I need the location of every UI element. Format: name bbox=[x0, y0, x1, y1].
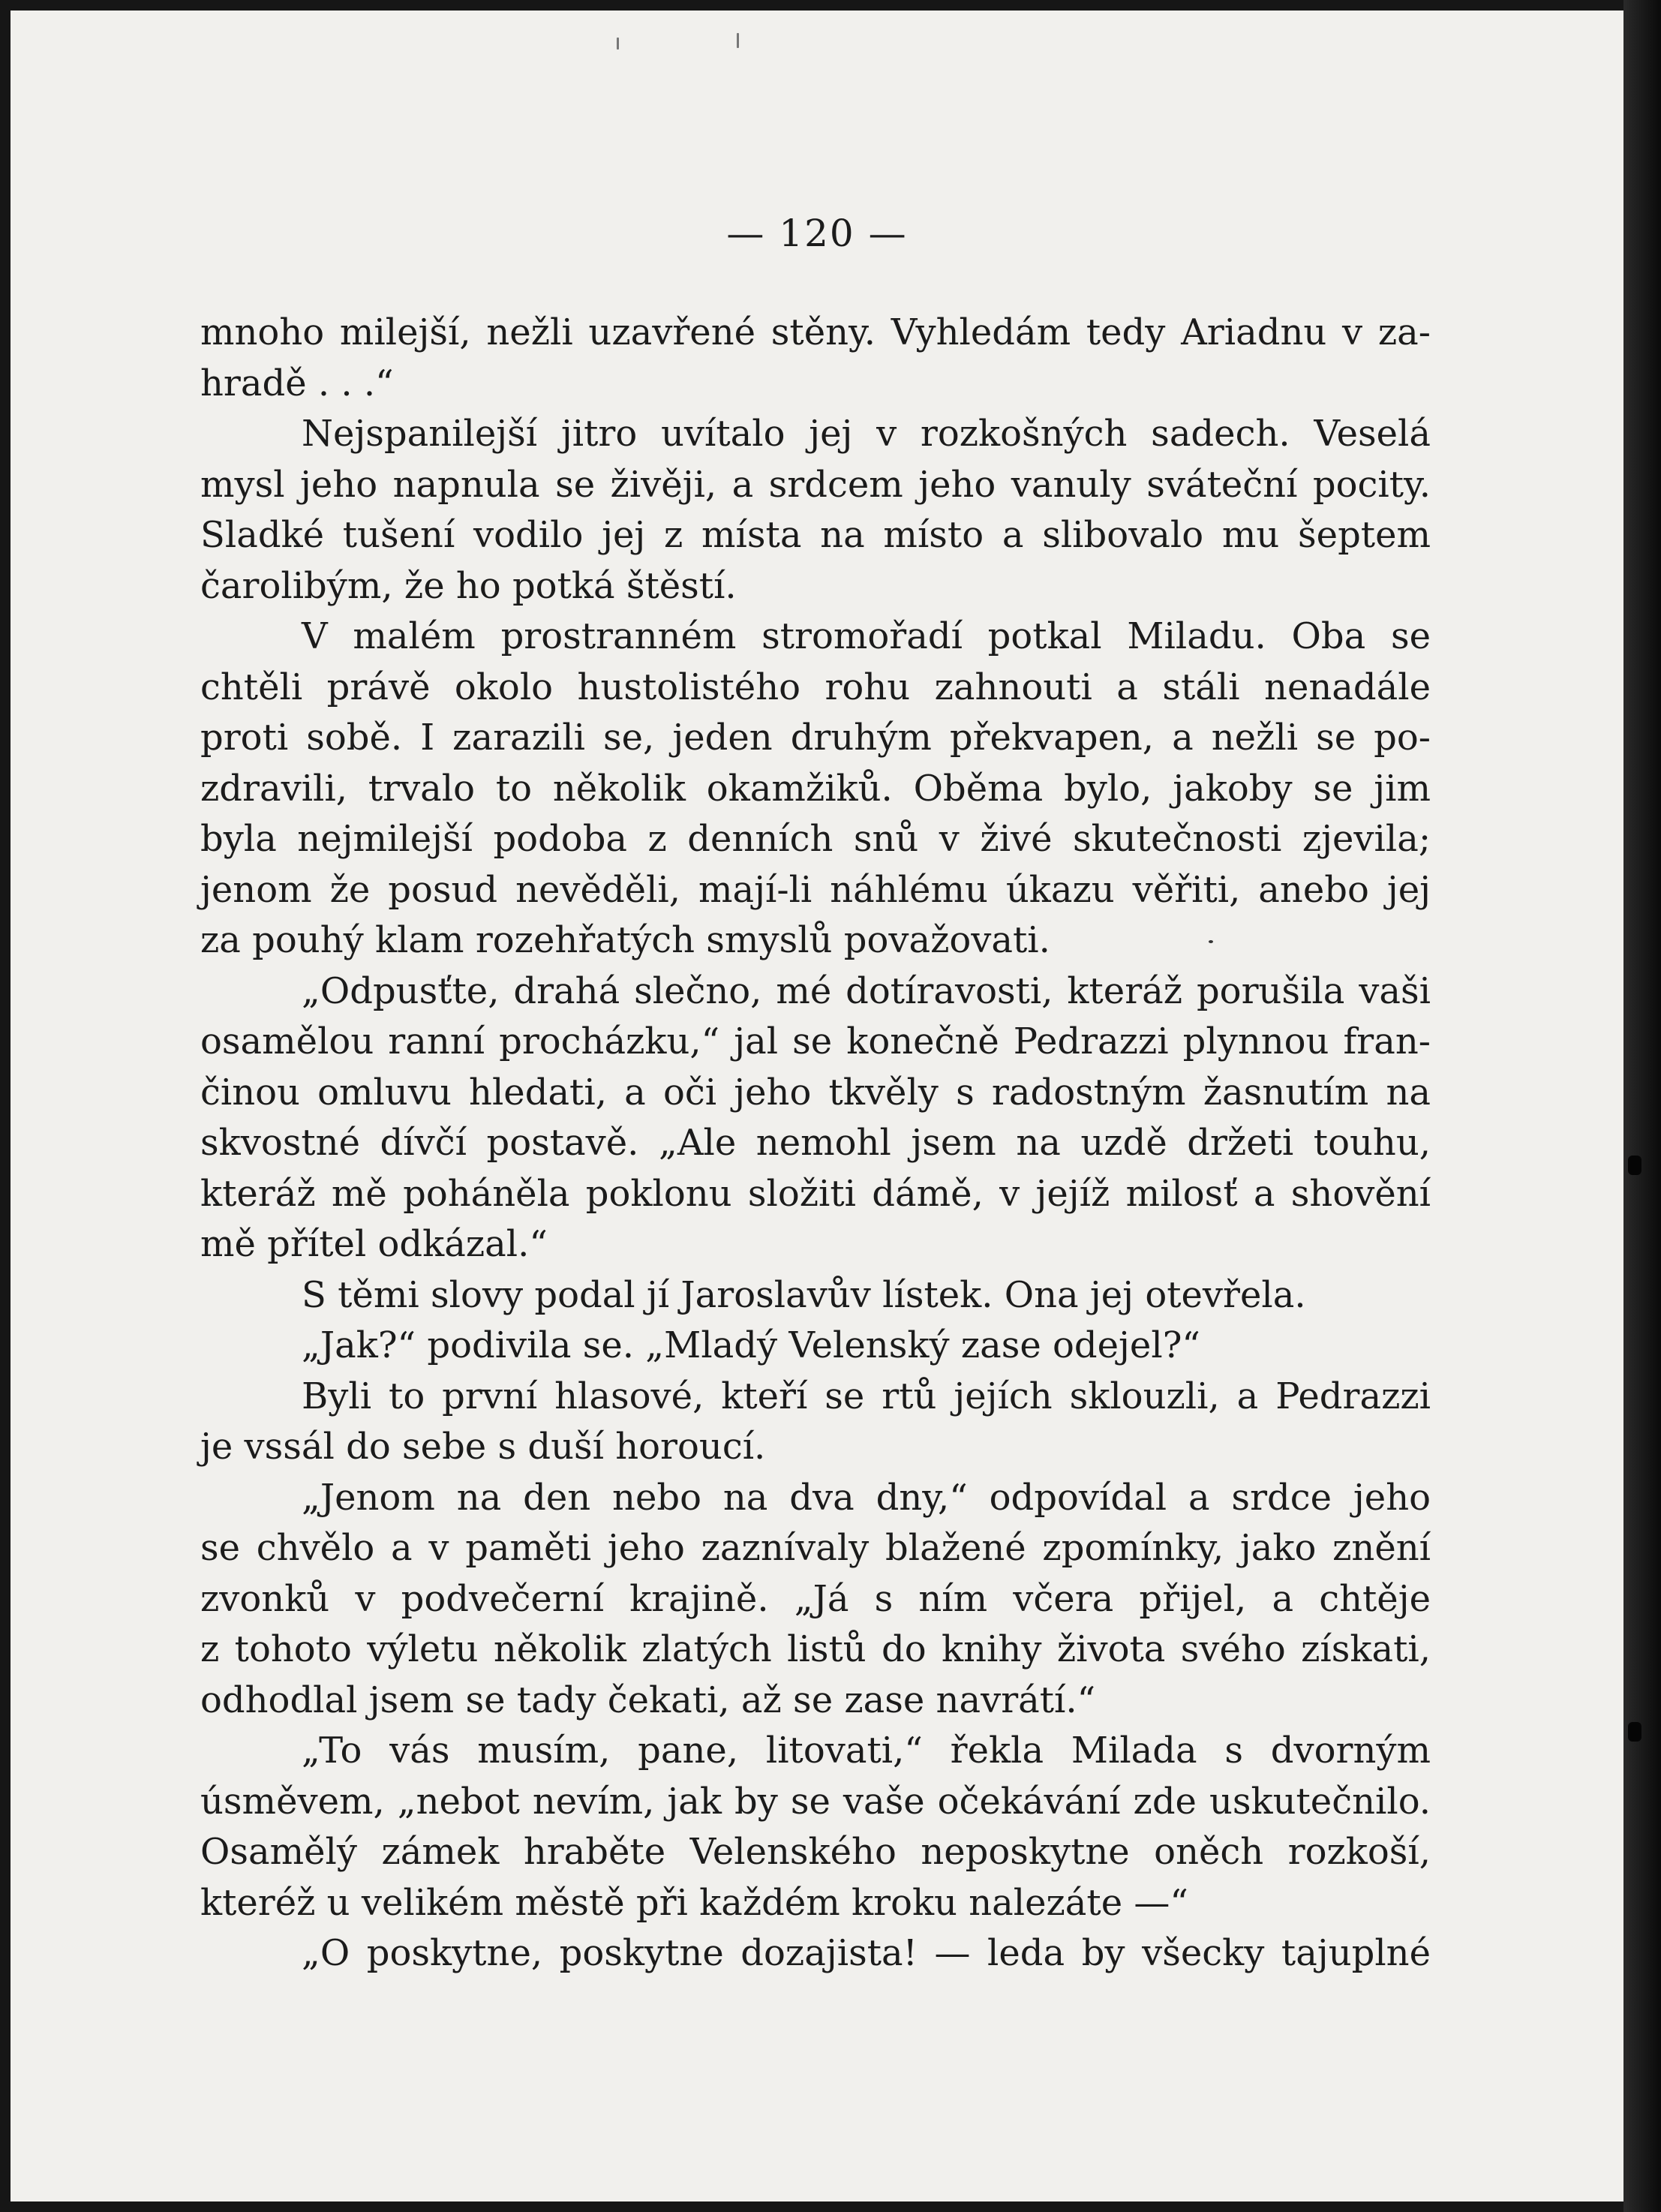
text-line: „Odpusťte, drahá slečno, mé dotíravosti, kteráž porušila vaši bbox=[302, 969, 1431, 1012]
text-line: kteréž u velikém městě při každém kroku nalezáte —“ bbox=[200, 1881, 1188, 1924]
text-line: čarolibým, že ho potká štěstí. bbox=[200, 564, 737, 607]
text-line: „O poskytne, poskytne dozajista! — leda by všecky tajuplné bbox=[302, 1932, 1431, 1974]
text-line: mysl jeho napnula se živěji, a srdcem jeho vanuly sváteční pocity. bbox=[200, 463, 1431, 506]
text-line: mnoho milejší, nežli uzavřené stěny. Vyhledám tedy Ariadnu v za- bbox=[200, 311, 1431, 353]
text-line: proti sobě. I zarazili se, jeden druhým překvapen, a nežli se po- bbox=[200, 717, 1431, 759]
page-edge bbox=[1623, 0, 1661, 2212]
text-line: „Jak?“ podivila se. „Mladý Velenský zase odejel?“ bbox=[302, 1324, 1200, 1366]
text-line: zdravili, trvalo to několik okamžiků. Oběma bylo, jakoby se jim bbox=[200, 767, 1431, 810]
text-line: hradě . . .“ bbox=[200, 362, 394, 404]
print-speck bbox=[1209, 940, 1213, 943]
page-number: — 120 — bbox=[726, 212, 908, 255]
text-line: skvostné dívčí postavě. „Ale nemohl jsem na uzdě držeti touhu, bbox=[200, 1122, 1431, 1164]
text-line: Osamělý zámek hraběte Velenského neposkytne oněch rozkoší, bbox=[200, 1831, 1431, 1873]
book-page bbox=[11, 11, 1623, 2201]
edge-mark bbox=[1628, 1156, 1641, 1175]
text-line: Nejspanilejší jitro uvítalo jej v rozkošných sadech. Veselá bbox=[302, 413, 1431, 455]
text-line: osamělou ranní procházku,“ jal se konečně Pedrazzi plynnou fran- bbox=[200, 1020, 1431, 1062]
body-text bbox=[200, 308, 1431, 1979]
text-line: za pouhý klam rozehřatých smyslů považovati. bbox=[200, 919, 1050, 961]
text-line: jenom že posud nevěděli, mají-li náhlému úkazu věřiti, anebo jej bbox=[200, 868, 1431, 911]
text-line: S těmi slovy podal jí Jaroslavův lístek. Ona jej otevřela. bbox=[302, 1273, 1306, 1316]
text-line: se chvělo a v paměti jeho zaznívaly blažené zpomínky, jako znění bbox=[200, 1527, 1431, 1569]
print-speck bbox=[617, 38, 619, 50]
edge-mark bbox=[1628, 1722, 1641, 1742]
print-speck bbox=[737, 33, 739, 48]
text-line: je vssál do sebe s duší horoucí. bbox=[200, 1426, 766, 1468]
text-line: byla nejmilejší podoba z denních snů v živé skutečnosti zjevila; bbox=[200, 818, 1431, 860]
text-line: činou omluvu hledati, a oči jeho tkvěly s radostným žasnutím na bbox=[200, 1071, 1431, 1114]
text-line: Byli to první hlasové, kteří se rtů jejích sklouzli, a Pedrazzi bbox=[302, 1375, 1431, 1417]
text-line: V malém prostranném stromořadí potkal Miladu. Oba se bbox=[302, 615, 1431, 657]
text-line: kteráž mě poháněla poklonu složiti dámě, v jejíž milosť a shovění bbox=[200, 1172, 1431, 1215]
text-line: z tohoto výletu několik zlatých listů do knihy života svého získati, bbox=[200, 1628, 1431, 1670]
text-line: chtěli právě okolo hustolistého rohu zahnouti a stáli nenadále bbox=[200, 666, 1431, 708]
text-line: úsměvem, „nebot nevím, jak by se vaše očekávání zde uskutečnilo. bbox=[200, 1780, 1431, 1823]
text-line: „Jenom na den nebo na dva dny,“ odpovídal a srdce jeho bbox=[302, 1476, 1431, 1519]
text-line: mě přítel odkázal.“ bbox=[200, 1223, 548, 1265]
text-line: Sladké tušení vodilo jej z místa na místo a slibovalo mu šeptem bbox=[200, 514, 1431, 556]
text-line: zvonků v podvečerní krajině. „Já s ním včera přijel, a chtěje bbox=[200, 1577, 1431, 1620]
text-line: „To vás musím, pane, litovati,“ řekla Milada s dvorným bbox=[302, 1730, 1431, 1772]
text-line: odhodlal jsem se tady čekati, až se zase navrátí.“ bbox=[200, 1679, 1096, 1721]
